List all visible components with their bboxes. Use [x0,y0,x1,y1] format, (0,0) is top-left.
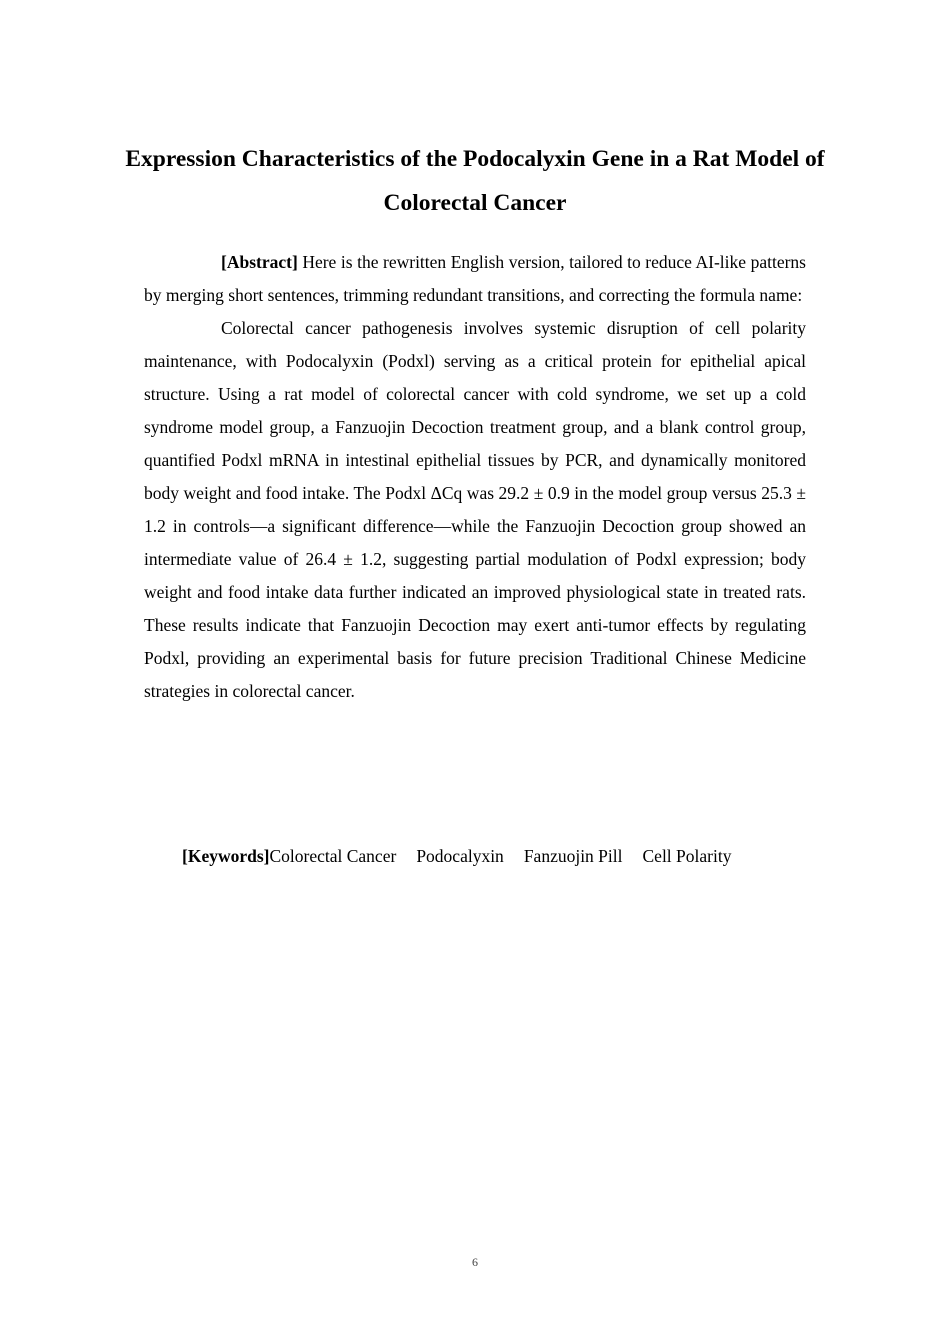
keywords-label: [Keywords] [182,846,270,866]
abstract-label: [Abstract] [221,252,298,272]
abstract-intro-text: Here is the rewritten English version, tailored to reduce AI-like patterns by merging short sentences, trimming redundant transitions, and correcting the formula name: [144,252,806,305]
keyword-item: Fanzuojin Pill [523,846,623,866]
paper-title: Expression Characteristics of the Podocalyxin Gene in a Rat Model of Colorectal Cancer [125,146,825,216]
abstract-body-paragraph: Colorectal cancer pathogenesis involves systemic disruption of cell polarity maintenance, with Podocalyxin (Podxl) serving as a critical protein for epithelial apical structure. Using a rat model of colorectal cancer with cold syndrome, we set up a cold syndrome model group, a Fanzuojin Decoction treatment group, and a blank control group, quantified Podxl mRNA in intestinal epithelial tissues by PCR, and dynamically monitored body weight and food intake. The Podxl ΔCq was 29.2 ± 0.9 in the model group versus 25.3 ± 1.2 in controls—a significant difference—while the Fanzuojin Decoction group showed an intermediate value of 26.4 ± 1.2, suggesting partial modulation of Podxl expression; body weight and food intake data further indicated an improved physiological state in treated rats. These results indicate that Fanzuojin Decoction may exert anti-tumor effects by regulating Podxl, providing an experimental basis for future precision Traditional Chinese Medicine strategies in colorectal cancer. [144,318,806,701]
keyword-item: Podocalyxin [416,846,504,866]
keyword-item: Cell Polarity [642,846,732,866]
keyword-item: Colorectal Cancer [269,846,397,866]
keywords-line [182,840,731,873]
abstract-intro-paragraph [144,246,806,312]
abstract-section [144,246,806,708]
page-number: 6 [472,1255,478,1269]
